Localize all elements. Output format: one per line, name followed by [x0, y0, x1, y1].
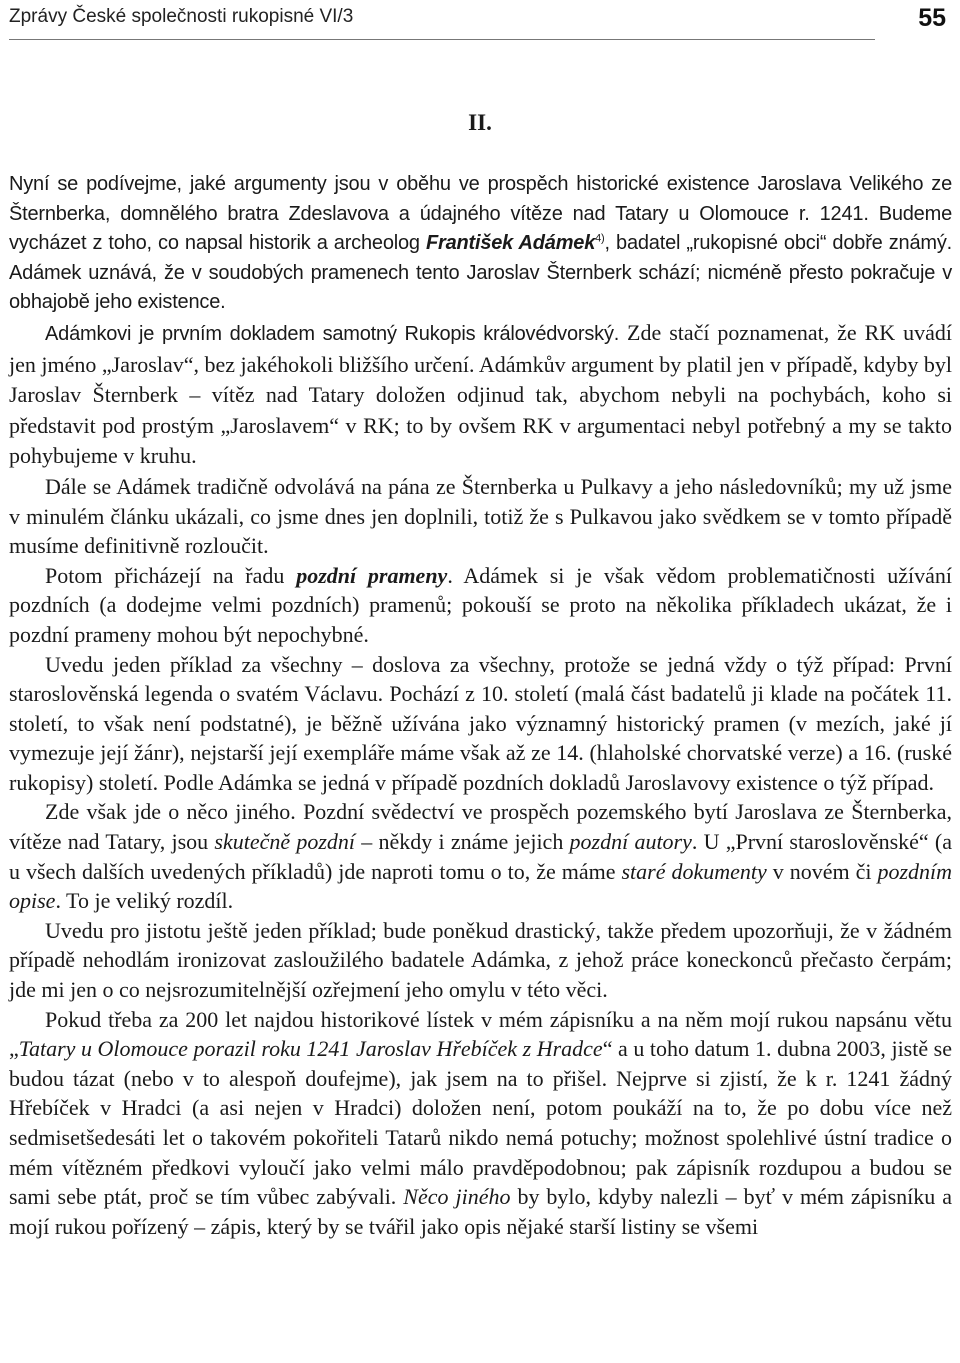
header-divider: [9, 39, 875, 40]
paragraph-4: [9, 561, 952, 650]
paragraph-7: Uvedu pro jistotu ještě jeden příklad; bude poněkud drastický, takže předem upozorňuji, že v žádném případě nehodlám ironizovat zasloužilého badatele Adámka, z jehož práce koneckonců přečasto čerpám; jde mi jen o co nejsrozumitelnější ozřejmení jeho omylu v této věci.: [9, 917, 952, 1003]
paragraph-1-text-b: , badatel „rukopisné obci“ dobře známý. Adámek uznává, že v soudobých pramenech tento Jaroslav Šternberk schází; nicméně přesto pokračuje v obhajobě jeho existence.: [9, 232, 952, 314]
emphasis-neco-jineho: Něco jiného: [403, 1184, 511, 1210]
paragraph-8: [9, 1005, 952, 1242]
quoted-sentence: Tatary u Olomouce porazil roku 1241 Jaroslav Hřebíček z Hradce: [18, 1036, 603, 1062]
paragraph-6: [9, 797, 952, 915]
paragraph-8-text-b: “ a u toho datum 1. dubna 2003, jistě se budou tázat (nebo v to alespoň doufejme), jak jsem na to přišel. Nejprve si zjistí, že k r. 1241 žádný Hřebíček v Hradci (a asi nejen v Hradci) doložen není, potom poukáží na to, že po dobu více než sedmisetšedesáti let o takovém pokořiteli Tatarů nikdo nemá potuchy; možnost spolehlivé ústní tradice o mém vítězném předkovi vyloučí jako velmi málo pravděpodobnou; pak zápisník rozdupou a budou se sami sebe ptát, proč se tím vůbec zabývali.: [9, 1036, 952, 1210]
page-number: 55: [918, 4, 946, 32]
footnote-ref-4: 4): [595, 232, 605, 245]
paragraph-8-text-a: Pokud třeba za 200 let najdou historikové lístek v mém zápisníku a na něm mojí rukou napsánu větu „: [9, 1006, 952, 1062]
paragraph-6-text-c: . U „První staroslověnské“ (a u všech dalších uvedených příkladů) jde naproti tomu o to, že máme: [9, 829, 952, 884]
paragraph-6-text-e: . To je veliký rozdíl.: [55, 888, 234, 914]
paragraph-2-text-a: Adámkovi je prvním dokladem samotný Rukopis královédvorský.: [45, 322, 620, 345]
paragraph-4-text-a: Potom přicházejí na řadu: [45, 562, 297, 588]
paragraph-4-text-b: . Adámek si je však vědom problematičnosti užívání pozdních (a dodejme velmi pozdních) pramenů; pokouší se proto na několika příkladech ukázat, že i pozdní prameny mohou být nepochybné.: [9, 562, 952, 647]
paragraph-2-text-b: Zde stačí poznamenat, že RK uvádí jen jméno „Jaroslav“, bez jakéhokoli bližšího určení. Adámkův argument by platil jen v případě, kdyby byl Jaroslav Šternberk – vítěz nad Tatary doložen odjinud tak, abychom nebyli na pochybách, koho si představit pod prostým „Jaroslavem“ v RK; to by ovšem RK v argumentaci nebyl potřebný a my se takto pohybujeme v kruhu.: [9, 319, 952, 469]
paragraph-2: [9, 318, 952, 472]
emphasis-skutecne-pozdni: skutečně pozdní: [214, 829, 356, 855]
running-header-title: Zprávy České společnosti rukopisné VI/3: [9, 6, 354, 27]
author-name: František Adámek: [425, 232, 596, 255]
paragraph-1-text-a: Nyní se podívejme, jaké argumenty jsou v oběhu ve prospěch historické existence Jaroslava Velikého ze Šternberka, domnělého bratra Zdeslavova a údajného vítěze nad Tatary u Olomouce r. 1241. Budeme vycházet z toho, co napsal historik a archeolog: [9, 173, 952, 255]
article-body: [9, 170, 952, 1241]
emphasis-stare-dokumenty: staré dokumenty: [621, 858, 767, 884]
section-heading: II.: [468, 110, 492, 135]
paragraph-5: Uvedu jeden příklad za všechny – doslova za všechny, protože se jedná vždy o týž případ: První staroslověnská legenda o svatém Václavu. Pochází z 10. století (malá část badatelů ji klade na počátek 11. století, to však není podstatné), je běžně užívána jako významný historický pramen (v mezích, jaké jí vymezuje její žánr), nejstarší její exempláře máme však až ze 14. (hlaholské chorvatské verze) a 16. (ruské rukopisy) století. Podle Adámka se jedná v případě pozdních dokladů Jaroslavovy existence o týž případ.: [9, 651, 952, 795]
paragraph-3: Dále se Adámek tradičně odvolává na pána ze Šternberka u Pulkavy a jeho následovníků; my už jsme v minulém článku ukázali, co jsme dnes jen doplnili, totiž že s Pulkavou jako svědkem se v tomto případě musíme definitivně rozloučit.: [9, 473, 952, 559]
paragraph-6-text-d: v novém či: [766, 858, 878, 884]
emphasis-pozdni-autory: pozdní autory: [569, 829, 692, 855]
paragraph-6-text-b: – někdy i známe jejich: [355, 829, 570, 855]
paragraph-8-text-c: by bylo, kdyby nalezli – byť v mém zápisníku a mojí rukou pořízený – zápis, který by se tvářil jako opis nějaké starší listiny se všemi: [9, 1184, 952, 1239]
paragraph-1: [9, 170, 952, 318]
paragraph-6-text-a: Zde však jde o něco jiného. Pozdní svědectví ve prospěch pozemského bytí Jaroslava ze Šternberka, vítěze nad Tatary, jsou: [9, 799, 952, 855]
emphasis-pozdnim-opise: pozdním opise: [9, 858, 953, 914]
emphasis-pozdni-prameny: pozdní prameny: [296, 562, 448, 588]
